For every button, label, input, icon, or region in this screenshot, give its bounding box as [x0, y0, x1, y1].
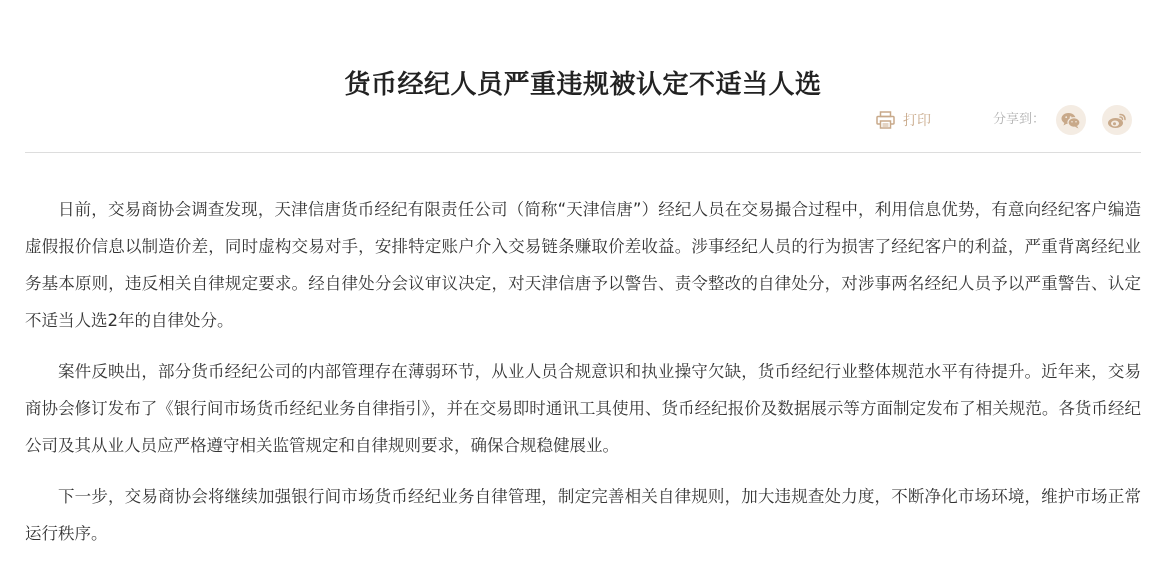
printer-icon [876, 111, 895, 129]
article-toolbar [25, 104, 1141, 136]
print-label: 打印 [903, 113, 931, 129]
title-divider [25, 152, 1141, 153]
article-paragraph: 日前，交易商协会调查发现，天津信唐货币经纪有限责任公司（简称“天津信唐”）经纪人员在交易撮合过程中，利用信息优势，有意向经纪客户编造虚假报价信息以制造价差，同时虚构交易对手，安排特定账户介入交易链条赚取价差收益。涉事经纪人员的行为损害了经纪客户的利益，严重背离经纪业务基本原则，违反相关自律规定要求。经自律处分会议审议决定，对天津信唐予以警告、责令整改的自律处分，对涉事两名经纪人员予以严重警告、认定不适当人选2年的自律处分。 [25, 200, 1141, 330]
share-label: 分享到： [993, 112, 1046, 127]
weibo-icon [1107, 112, 1127, 129]
share-weibo-button[interactable] [1102, 105, 1132, 135]
wechat-icon [1061, 112, 1081, 129]
article-title: 货币经纪人员严重违规被认定不适当人选 [344, 70, 822, 101]
print-button[interactable] [876, 106, 931, 134]
article-body [25, 191, 1141, 566]
article-paragraph: 案件反映出，部分货币经纪公司的内部管理存在薄弱环节，从业人员合规意识和执业操守欠缺，货币经纪行业整体规范水平有待提升。近年来，交易商协会修订发布了《银行间市场货币经纪业务自律指引》，并在交易即时通讯工具使用、货币经纪报价及数据展示等方面制定发布了相关规范。各货币经纪公司及其从业人员应严格遵守相关监管规定和自律规则要求，确保合规稳健展业。 [25, 362, 1141, 455]
article-paragraph: 下一步，交易商协会将继续加强银行间市场货币经纪业务自律管理，制定完善相关自律规则，加大违规查处力度，不断净化市场环境，维护市场正常运行秩序。 [25, 487, 1141, 543]
share-wechat-button[interactable] [1056, 105, 1086, 135]
